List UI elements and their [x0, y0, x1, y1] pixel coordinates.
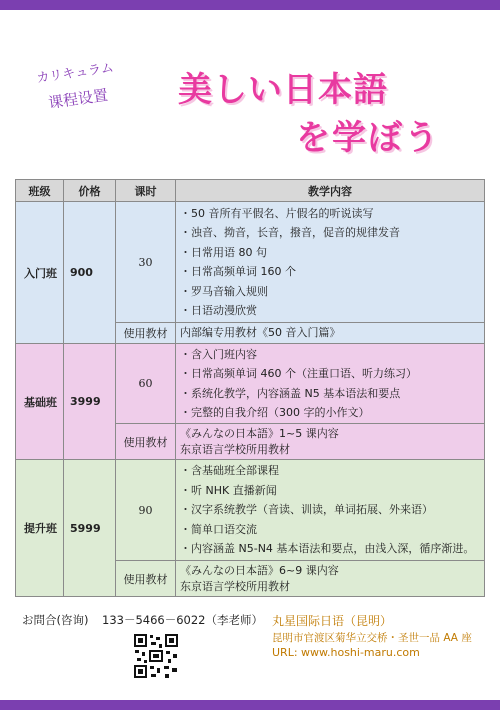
level-content [176, 202, 485, 323]
level-content [176, 460, 485, 561]
material-label: 使用教材 [116, 323, 176, 344]
contact-label: お問合(咨询) [22, 613, 89, 627]
content-item: ・50 音所有平假名、片假名的听说读写 [180, 206, 374, 220]
material-content [176, 561, 485, 597]
content-item: ・浊音、拗音，长音，撥音，促音的规律发音 [180, 226, 400, 239]
school-url[interactable]: URL: www.hoshi-maru.com [272, 646, 420, 659]
level-price: 900 [64, 202, 116, 344]
level-hours: 60 [116, 344, 176, 424]
page-title-line2: を学ぼう [296, 118, 440, 158]
content-item: ・日常高频单词 160 个 [180, 265, 296, 278]
material-label: 使用教材 [116, 424, 176, 460]
header-class: 班级 [16, 180, 64, 202]
level-name: 基础班 [16, 344, 64, 460]
material-line: 东京语言学校所用教材 [180, 579, 290, 593]
material-line: 东京语言学校所用教材 [180, 442, 290, 456]
header-content: 教学内容 [176, 180, 485, 202]
content-item: ・含入门班内容 [180, 347, 257, 361]
top-accent-bar [0, 0, 500, 10]
content-item: ・日常用语 80 句 [180, 245, 267, 259]
content-item: ・简单口语交流 [180, 522, 257, 536]
qr-code-icon [132, 632, 180, 680]
content-item: ・听 NHK 直播新闻 [180, 483, 277, 497]
content-item: ・内容涵盖 N5-N4 基本语法和要点，由浅入深，循序渐进。 [180, 542, 475, 556]
level-hours: 90 [116, 460, 176, 561]
header-price: 价格 [64, 180, 116, 202]
material-line: 《みんなの日本語》6~9 课内容 [180, 563, 339, 577]
content-item: ・日语动漫欣赏 [180, 304, 257, 317]
content-item: ・罗马音输入规则 [180, 284, 268, 298]
material-content [176, 424, 485, 460]
level-content [176, 344, 485, 424]
level-name: 入门班 [16, 202, 64, 344]
table-row [16, 202, 485, 323]
school-address: 昆明市官渡区菊华立交桥・圣世一品 AA 座 [272, 632, 472, 644]
table-row [16, 460, 485, 561]
content-item: ・完整的自我介绍（300 字的小作文） [180, 406, 370, 419]
material-content [176, 323, 485, 344]
level-price: 3999 [64, 344, 116, 460]
level-name: 提升班 [16, 460, 64, 597]
bottom-accent-bar [0, 700, 500, 710]
material-line: 内部编专用教材《50 音入门篇》 [180, 326, 341, 340]
level-hours: 30 [116, 202, 176, 323]
subtitle-japanese: カリキュラム [35, 60, 115, 87]
school-name: 丸星国际日语（昆明） [272, 614, 393, 628]
content-item: ・含基础班全部课程 [180, 464, 279, 478]
page-title-line1: 美しい日本語 [178, 70, 388, 110]
header-hours: 课时 [116, 180, 176, 202]
curriculum-table [15, 179, 485, 597]
table-header-row [16, 180, 485, 202]
level-price: 5999 [64, 460, 116, 597]
content-item: ・日常高频单词 460 个（注重口语、听力练习） [180, 367, 417, 380]
material-line: 《みんなの日本語》1~5 课内容 [180, 426, 339, 440]
table-row [16, 344, 485, 424]
content-item: ・系统化教学，内容涵盖 N5 基本语法和要点 [180, 386, 401, 400]
subtitle-chinese: 课程设置 [47, 85, 110, 113]
phone-number: 133－5466－6022（李老师） [102, 613, 263, 627]
content-item: ・汉字系统教学（音读、训读，单词拓展、外来语） [180, 503, 433, 517]
material-label: 使用教材 [116, 561, 176, 597]
